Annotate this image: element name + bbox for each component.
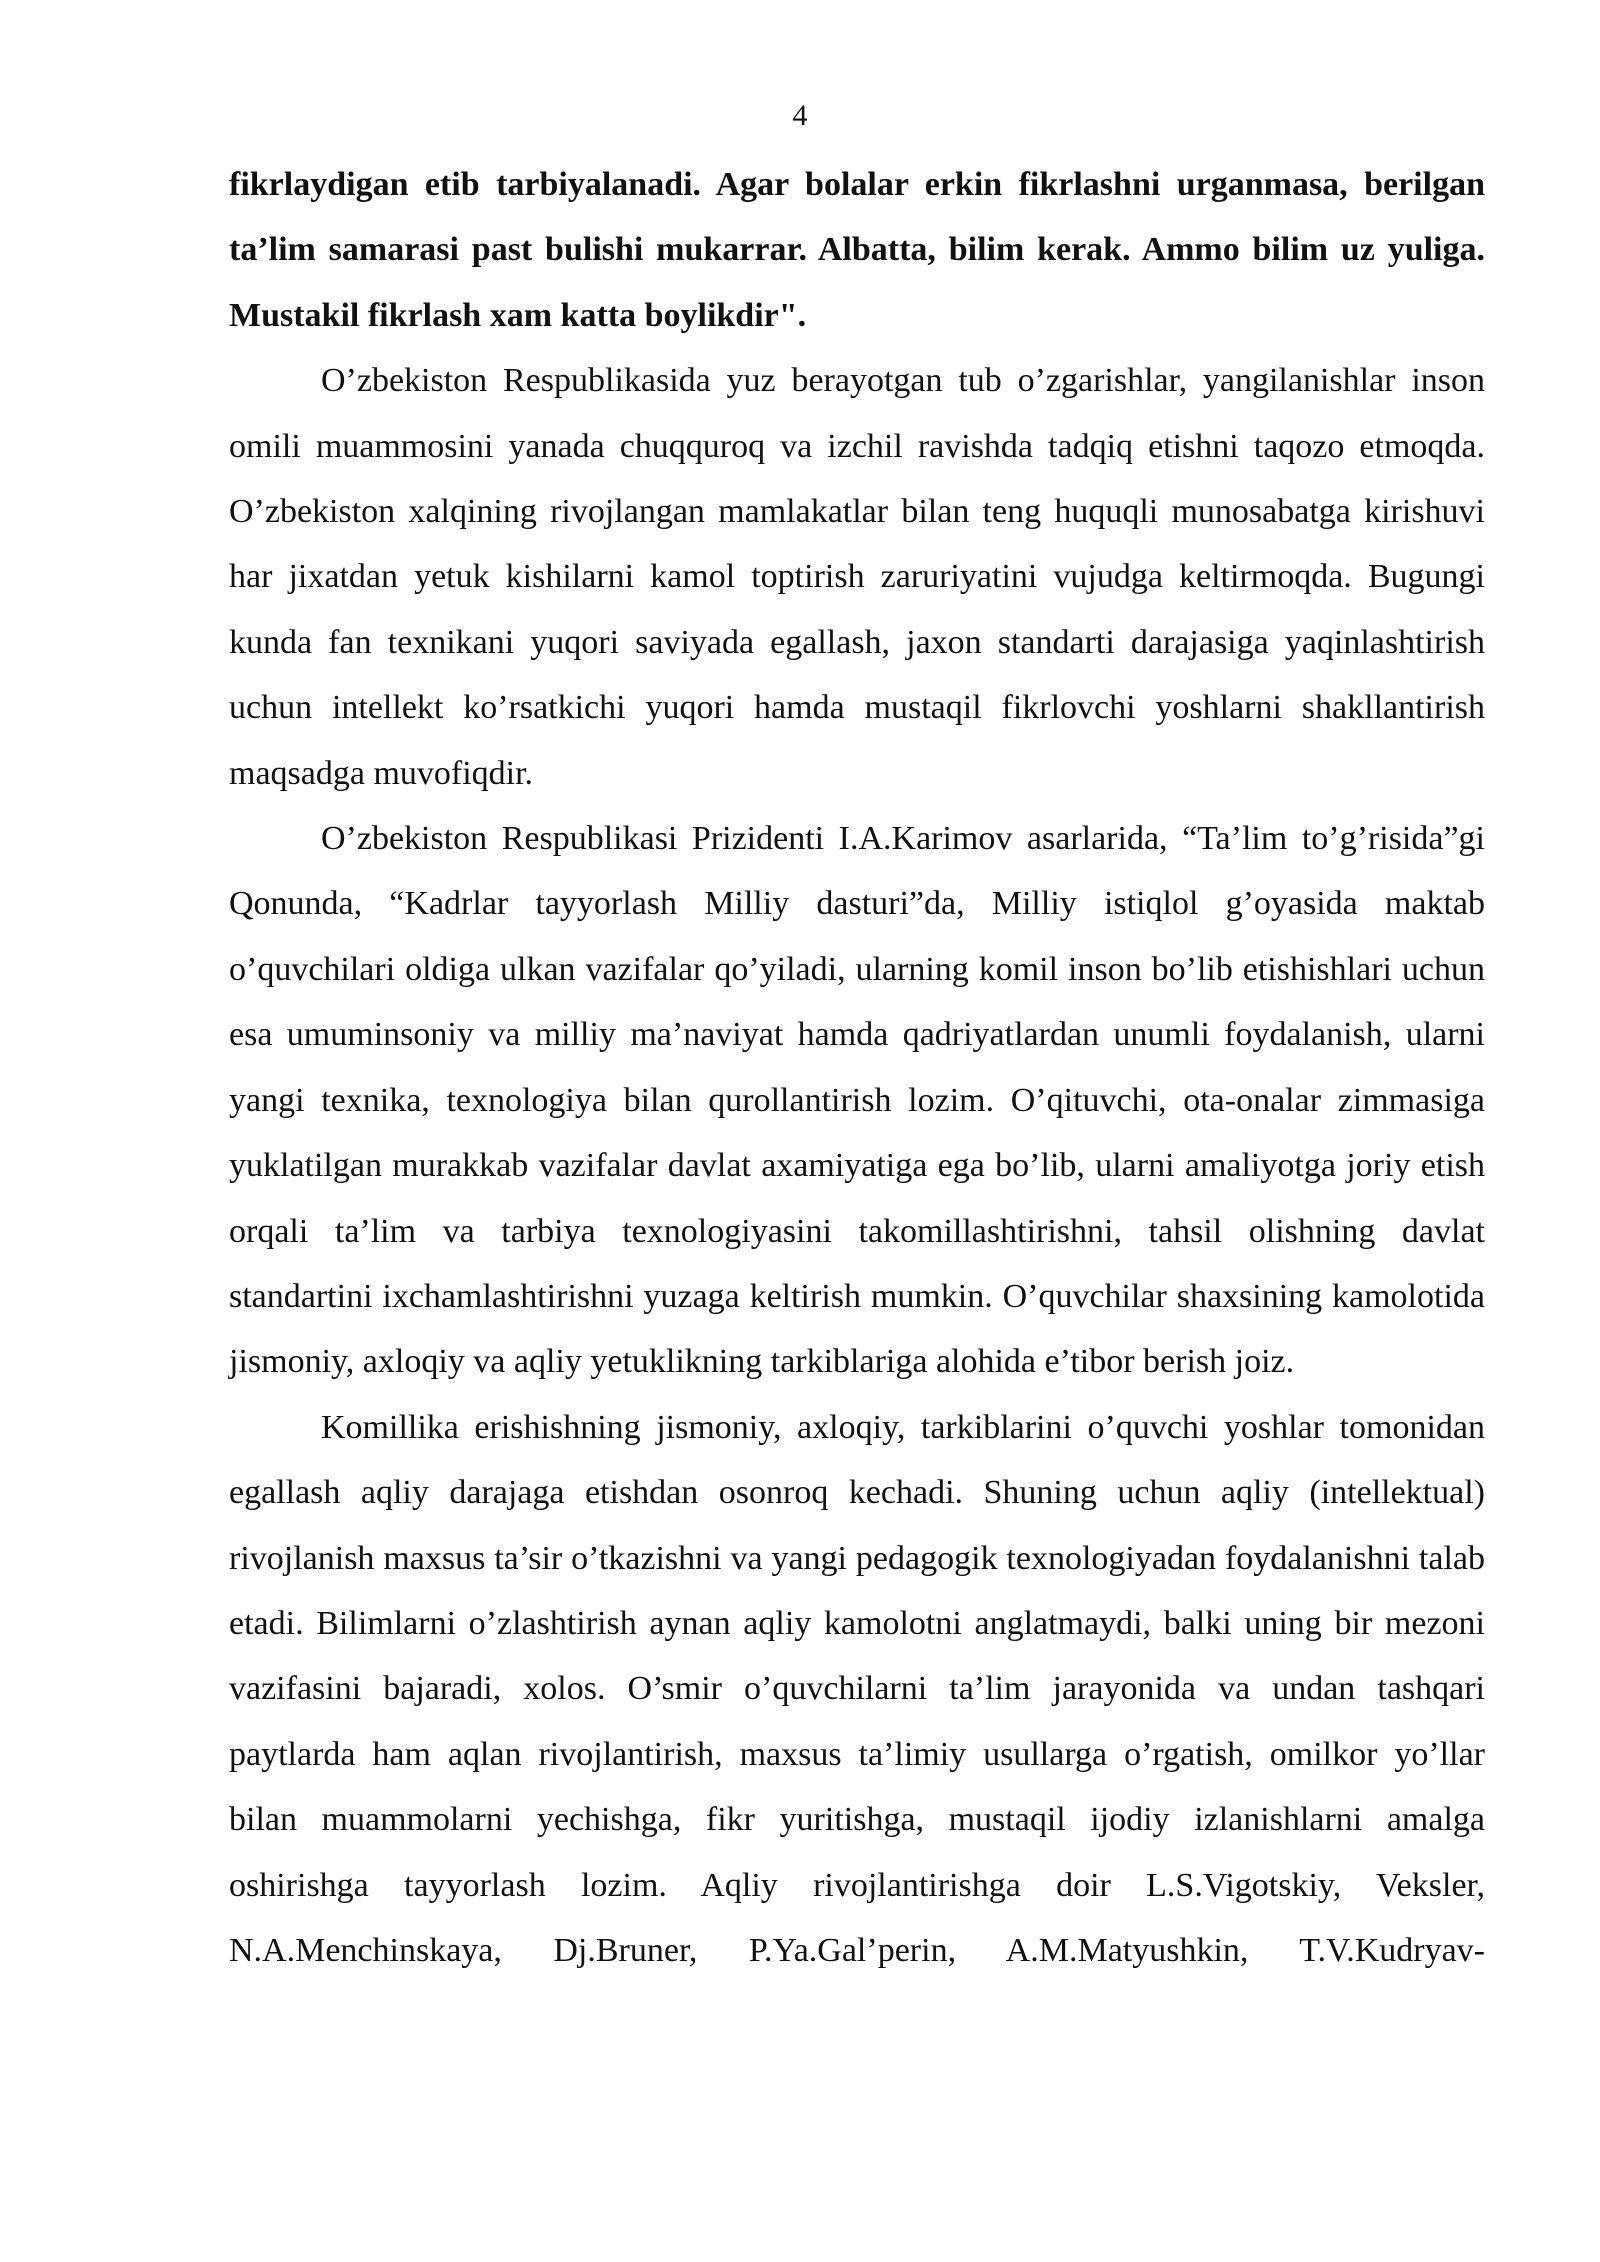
document-body	[229, 152, 1485, 1983]
paragraph-continued-quote: fikrlaydigan etib tarbiyalanadi. Agar bolalar erkin fikrlashni urganmasa, berilgan ta’lim samarasi past bulishi mukarrar. Albatta, bilim kerak. Ammo bilim uz yuliga. Mustakil fikrlash xam katta boylikdir".	[229, 166, 1485, 334]
page-number: 4	[792, 99, 808, 132]
paragraph-intellectual-development: Komillika erishishning jismoniy, axloqiy, tarkiblarini o’quvchi yoshlar tomonidan egallash aqliy darajaga etishdan osonroq kechadi. Shuning uchun aqliy (intellektual) rivojlanish maxsus ta’sir o’tkazishni va yangi pedagogik texnologiyadan foydalanishni talab etadi. Bilimlarni o’zlashtirish aynan aqliy kamolotni anglatmaydi, balki uning bir mezoni vazifasini bajaradi, xolos. O’smir o’quvchilarni ta’lim jarayonida va undan tashqari paytlarda ham aqlan rivojlantirish, maxsus ta’limiy usullarga o’rgatish, omilkor yo’llar bilan muammolarni yechishga, fikr yuritishga, mustaqil ijodiy izlanishlarni amalga oshirishga tayyorlash lozim. Aqliy rivojlantirishga doir L.S.Vigotskiy, Veksler, N.A.Menchinskaya, Dj.Bruner, P.Ya.Gal’perin, A.M.Matyushkin, T.V.Kudryav-	[229, 1408, 1485, 1969]
paragraph-reforms: O’zbekiston Respublikasida yuz berayotgan tub o’zgarishlar, yangilanishlar inson omili muammosini yanada chuqquroq va izchil ravishda tadqiq etishni taqozo etmoqda. O’zbekiston xalqining rivojlangan mamlakatlar bilan teng huquqli munosabatga kirishuvi har jixatdan yetuk kishilarni kamol toptirish zaruriyatini vujudga keltirmoqda. Bugungi kunda fan texnikani yuqori saviyada egallash, jaxon standarti darajasiga yaqinlashtirish uchun intellekt ko’rsatkichi yuqori hamda mustaqil fikrlovchi yoshlarni shakllantirish maqsadga muvofiqdir.	[229, 362, 1485, 792]
paragraph-president-works: O’zbekiston Respublikasi Prizidenti I.A.Karimov asarlarida, “Ta’lim to’g’risida”gi Qonunda, “Kadrlar tayyorlash Milliy dasturi”da, Milliy istiqlol g’oyasida maktab o’quvchilari oldiga ulkan vazifalar qo’yiladi, ularning komil inson bo’lib etishishlari uchun esa umuminsoniy va milliy ma’naviyat hamda qadriyatlardan unumli foydalanish, ularni yangi texnika, texnologiya bilan qurollantirish lozim. O’qituvchi, ota-onalar zimmasiga yuklatilgan murakkab vazifalar davlat axamiyatiga ega bo’lib, ularni amaliyotga joriy etish orqali ta’lim va tarbiya texnologiyasini takomillashtirishni, tahsil olishning davlat standartini ixchamlashtirishni yuzaga keltirish mumkin. O’quvchilar shaxsining kamolotida jismoniy, axloqiy va aqliy yetuklikning tarkiblariga alohida e’tibor berish joiz.	[229, 820, 1485, 1381]
